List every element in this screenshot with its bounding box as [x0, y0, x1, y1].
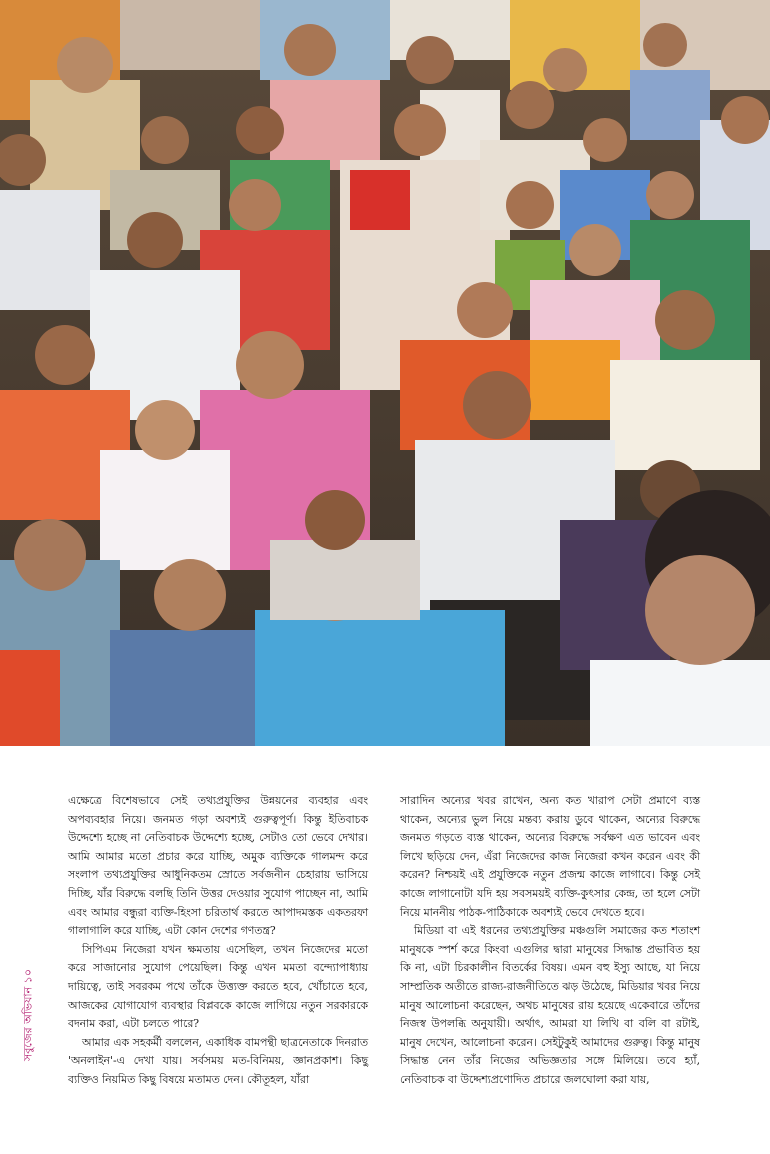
- magazine-side-label: [18, 969, 40, 1061]
- article-left-column: [68, 792, 368, 1090]
- right-paragraph-1: সারাদিন অন্যের খবর রাখেন, অন্য কত খারাপ সেটা প্রমাণে ব্যস্ত থাকেন, অন্যের ভুল নিয়ে মন্তব্য করায় ডুবে থাকেন, অন্যের বিরুদ্ধে জনমত গড়তে ব্যস্ত থাকেন, অন্যের বিরুদ্ধে সর্বক্ষণ এত ভাবেন এবং লিখে ছড়িয়ে দেন, এঁরা নিজেদের কাজ নিজেরা কখন করেন এবং কী করেন? নিশ্চয়ই এই প্রযুক্তিকে নতুন প্রজন্ম কাজে লাগাবে। কিন্তু সেই কাজে লাগানোটা যদি হয় সবসময়ই ব্যক্তি-কুৎসার কেন্দ্র, তা হলে সেটা নিয়ে মাননীয় পাঠক-পাঠিকাকে অবশ্যই ভেবে দেখতে হবে।: [400, 794, 700, 919]
- left-paragraph-1: এক্ষেত্রে বিশেষভাবে সেই তথ্যপ্রযুক্তির উন্নয়নের ব্যবহার এবং অপব্যবহার নিয়ে। জনমত গড়া অবশ্যই গুরুত্বপূর্ণ। কিন্তু ইতিবাচক উদ্দেশ্যে হচ্ছে না নেতিবাচক উদ্দেশ্যে হচ্ছে, সেটাও তো ভেবে দেখার। আমি আমার মতো প্রচার করে যাচ্ছি, অমুক ব্যক্তিকে গালমন্দ করে সংলাপ তথ্যপ্রযুক্তির আধুনিকতম স্রোতে সর্বজনীন চেহারায় ভাসিয়ে দিচ্ছি, যাঁর বিরুদ্ধে বলছি তিনি উত্তর দেওয়ার সুযোগ পাচ্ছেন না, আমি এবং আমার বন্ধুরা ব্যক্তি-হিংসা চরিতার্থ করতে আপাদমস্তক একতরফা গালাগালি করে যাচ্ছি, এটা কোন দেশের গণতন্ত্র?: [68, 794, 368, 938]
- left-paragraph-2: সিপিএম নিজেরা যখন ক্ষমতায় এসেছিল, তখন নিজেদের মতো করে সাজানোর সুযোগ পেয়েছিল। কিন্তু এখন মমতা বন্দ্যোপাধ্যায় দায়িত্বে, তাই সবরকম পথে তাঁকে উত্ত্যক্ত করতে হবে, খোঁচাতে হবে, আজকের যোগাযোগ ব্যবস্থার বিপ্লবকে কাজে লাগিয়ে নতুন সরকারকে বদনাম করা, এটা চলতে পারে?: [68, 942, 368, 1031]
- article-right-column: [400, 792, 700, 1090]
- left-paragraph-3: আমার এক সহকর্মী বললেন, একাধিক বামপন্থী ছাত্রনেতাকে দিনরাত 'অনলাইন'-এ দেখা যায়। সর্বসময় মত-বিনিময়, জ্ঞানপ্রকাশ। কিছু ব্যক্তিও নিয়মিত কিছু বিষয়ে মতামত দেন। কৌতূহল, যাঁরা: [68, 1035, 368, 1086]
- right-paragraph-2: মিডিয়া বা এই ধরনের তথ্যপ্রযুক্তির মঞ্চগুলি সমাজের কত শতাংশ মানুষকে স্পর্শ করে কিংবা এগুলির দ্বারা মানুষের সিদ্ধান্ত প্রভাবিত হয় কি না, এটা চিরকালীন বিতর্কের বিষয়। এমন বহু ইস্যু আছে, যা নিয়ে সাম্প্রতিক অতীতে রাজ্য-রাজনীতিতে ঝড় উঠেছে, মিডিয়ার খবর নিয়ে মানুষ আলোচনা করেছেন, অথচ মানুষের রায় হয়েছে একেবারে তাঁদের নিজস্ব উপলব্ধি অনুযায়ী। অর্থাৎ, আমরা যা লিখি বা বলি বা রটাই, মানুষ দেখেন, আলোচনা করেন। সেইটুকুই আমাদের গুরুত্ব। কিন্তু মানুষ সিদ্ধান্ত নেন তাঁর নিজের অভিজ্ঞতার সঙ্গে মিলিয়ে। তবে হ্যাঁ, নেতিবাচক বা উদ্দেশ্যপ্রণোদিত প্রচারে জলঘোলা করা যায়,: [400, 924, 700, 1086]
- side-label-text: সবুজের অভিযান ১০: [21, 969, 35, 1061]
